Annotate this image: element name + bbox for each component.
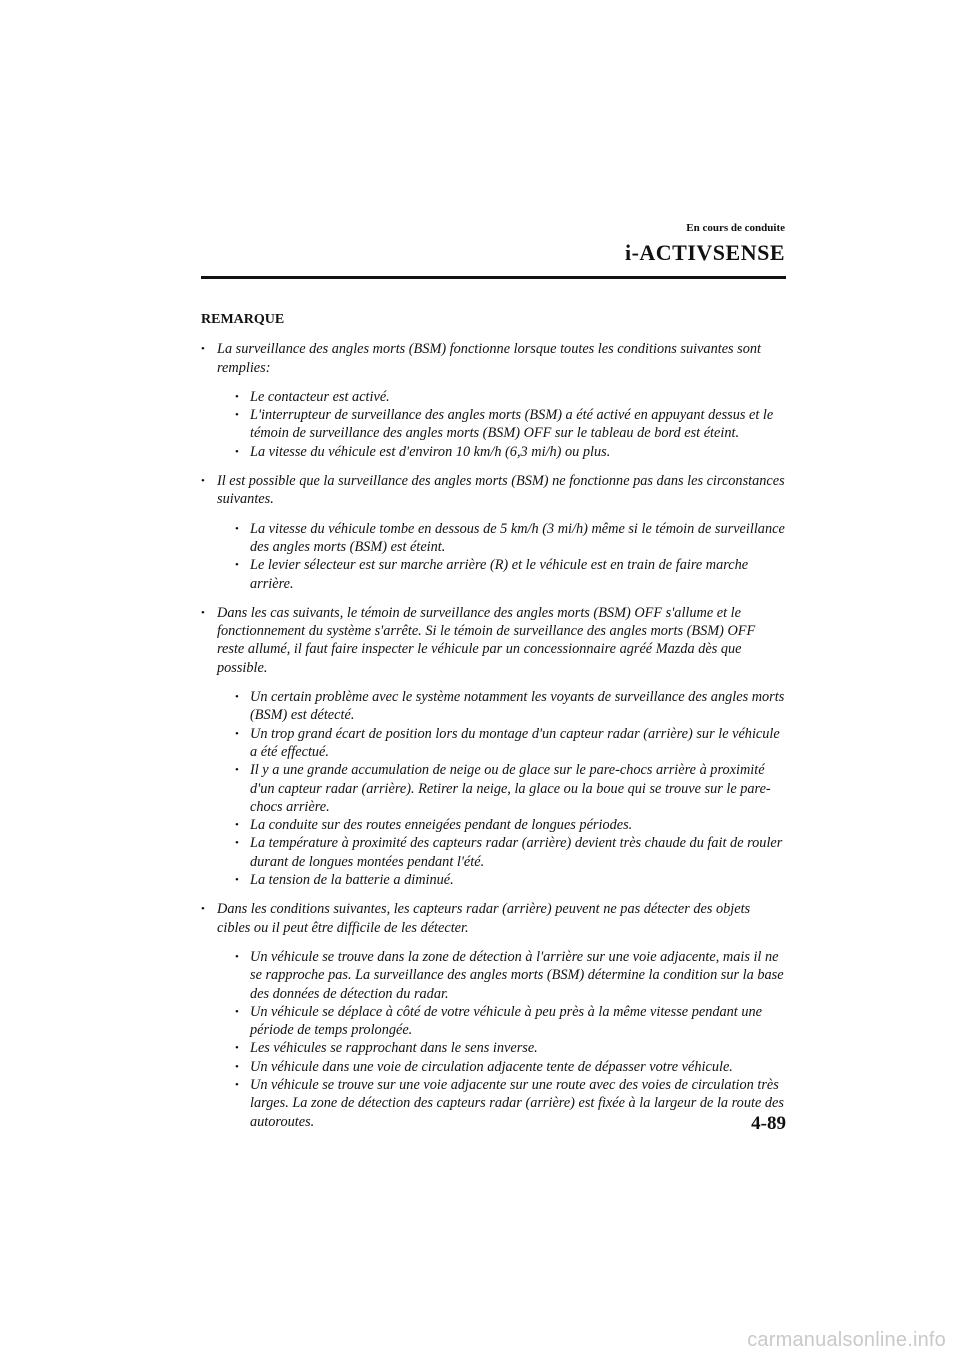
bullet-icon: • bbox=[235, 819, 239, 832]
bullet-text: Dans les cas suivants, le témoin de surveillance des angles morts (BSM) OFF s'allume et le fonctionnement du système s'arrête. Si le témoin de surveillance des angles morts (BSM) OFF reste allumé, il faut faire inspecter le véhicule par un concessionnaire agréé Mazda dès que possible. bbox=[217, 604, 756, 676]
section-label: En cours de conduite bbox=[686, 222, 785, 234]
bullet-icon: • bbox=[235, 1005, 239, 1018]
note-block bbox=[201, 311, 786, 1131]
list-item-text: Un véhicule dans une voie de circulation adjacente tente de dépasser votre véhicule. bbox=[250, 1058, 733, 1075]
note-bullet bbox=[201, 472, 786, 593]
list-item bbox=[235, 834, 786, 871]
list-item-text: La température à proximité des capteurs radar (arrière) devient très chaude du fait de rouler durant de longues montées pendant l'été. bbox=[250, 835, 783, 870]
sub-list bbox=[235, 520, 786, 593]
list-item bbox=[235, 443, 786, 461]
bullet-icon: • bbox=[235, 874, 239, 887]
list-item bbox=[235, 688, 786, 725]
list-item bbox=[235, 1003, 786, 1040]
bullet-text: Dans les conditions suivantes, les capteurs radar (arrière) peuvent ne pas détecter des objets cibles ou il peut être difficile de les détecter. bbox=[217, 901, 751, 936]
bullet-icon: • bbox=[235, 691, 239, 704]
list-item bbox=[235, 761, 786, 816]
list-item bbox=[235, 520, 786, 557]
bullet-icon: • bbox=[235, 409, 239, 422]
page-number: 4-89 bbox=[751, 1113, 786, 1134]
list-item bbox=[235, 556, 786, 593]
bullet-icon: • bbox=[201, 903, 205, 916]
bullet-icon: • bbox=[201, 343, 205, 356]
list-item bbox=[235, 871, 786, 889]
list-item bbox=[235, 816, 786, 834]
note-heading: REMARQUE bbox=[201, 312, 285, 327]
bullet-icon: • bbox=[235, 950, 239, 963]
bullet-text: Il est possible que la surveillance des angles morts (BSM) ne fonctionne pas dans les circonstances suivantes. bbox=[217, 473, 785, 508]
list-item bbox=[235, 388, 786, 406]
sub-list bbox=[235, 688, 786, 889]
note-bullet bbox=[201, 604, 786, 889]
list-item-text: La conduite sur des routes enneigées pendant de longues périodes. bbox=[250, 817, 633, 834]
list-item bbox=[235, 1058, 786, 1076]
bullet-icon: • bbox=[235, 1060, 239, 1073]
list-item-text: Un véhicule se trouve sur une voie adjacente sur une route avec des voies de circulation très larges. La zone de détection des capteurs radar (arrière) est fixée à la largeur de la route des autoroutes. bbox=[250, 1076, 784, 1130]
bullet-icon: • bbox=[201, 606, 205, 619]
bullet-icon: • bbox=[235, 1042, 239, 1055]
bullet-icon: • bbox=[201, 475, 205, 488]
page-title: i-ACTIVSENSE bbox=[624, 240, 785, 265]
bullet-icon: • bbox=[235, 390, 239, 403]
bullet-icon: • bbox=[235, 837, 239, 850]
list-item-text: Un véhicule se trouve dans la zone de détection à l'arrière sur une voie adjacente, mais il ne se rapproche pas. La surveillance des angles morts (BSM) détermine la condition sur la base des données de détection du radar. bbox=[250, 948, 784, 1002]
list-item-text: Le contacteur est activé. bbox=[250, 388, 390, 405]
list-item bbox=[235, 948, 786, 1003]
bullet-icon: • bbox=[235, 727, 239, 740]
note-bullet bbox=[201, 340, 786, 461]
sub-list bbox=[235, 388, 786, 461]
list-item-text: La vitesse du véhicule est d'environ 10 km/h (6,3 mi/h) ou plus. bbox=[250, 443, 611, 460]
note-bullet bbox=[201, 900, 786, 1131]
list-item-text: Un trop grand écart de position lors du montage d'un capteur radar (arrière) sur le véhicule a été effectué. bbox=[250, 725, 780, 760]
bullet-text: La surveillance des angles morts (BSM) fonctionne lorsque toutes les conditions suivantes sont remplies: bbox=[217, 341, 762, 376]
list-item bbox=[235, 725, 786, 762]
sub-list bbox=[235, 948, 786, 1131]
list-item-text: Les véhicules se rapprochant dans le sens inverse. bbox=[250, 1040, 538, 1057]
list-item-text: Il y a une grande accumulation de neige ou de glace sur le pare-chocs arrière à proximité d'un capteur radar (arrière). Retirer la neige, la glace ou la boue qui se trouve sur le pare-chocs arrière. bbox=[250, 762, 771, 815]
bullet-icon: • bbox=[235, 445, 239, 458]
bullet-icon: • bbox=[235, 1078, 239, 1091]
list-item-text: La vitesse du véhicule tombe en dessous de 5 km/h (3 mi/h) même si le témoin de surveillance des angles morts (BSM) est éteint. bbox=[250, 520, 785, 555]
list-item bbox=[235, 1076, 786, 1131]
header-divider bbox=[201, 276, 786, 279]
list-item bbox=[235, 406, 786, 443]
list-item-text: Un certain problème avec le système notamment les voyants de surveillance des angles morts (BSM) est détecté. bbox=[250, 689, 785, 724]
list-item-text: Un véhicule se déplace à côté de votre véhicule à peu près à la même vitesse pendant une période de temps prolongée. bbox=[250, 1003, 762, 1039]
bullet-icon: • bbox=[235, 764, 239, 777]
list-item-text: La tension de la batterie a diminué. bbox=[250, 872, 454, 889]
watermark: carmanualsonline.info bbox=[747, 1329, 946, 1351]
bullet-icon: • bbox=[235, 522, 239, 535]
list-item-text: L'interrupteur de surveillance des angles morts (BSM) a été activé en appuyant dessus et le témoin de surveillance des angles morts (BSM) OFF sur le tableau de bord est éteint. bbox=[250, 407, 774, 442]
bullet-icon: • bbox=[235, 559, 239, 572]
list-item-text: Le levier sélecteur est sur marche arrière (R) et le véhicule est en train de faire marche arrière. bbox=[250, 557, 749, 592]
list-item bbox=[235, 1039, 786, 1057]
